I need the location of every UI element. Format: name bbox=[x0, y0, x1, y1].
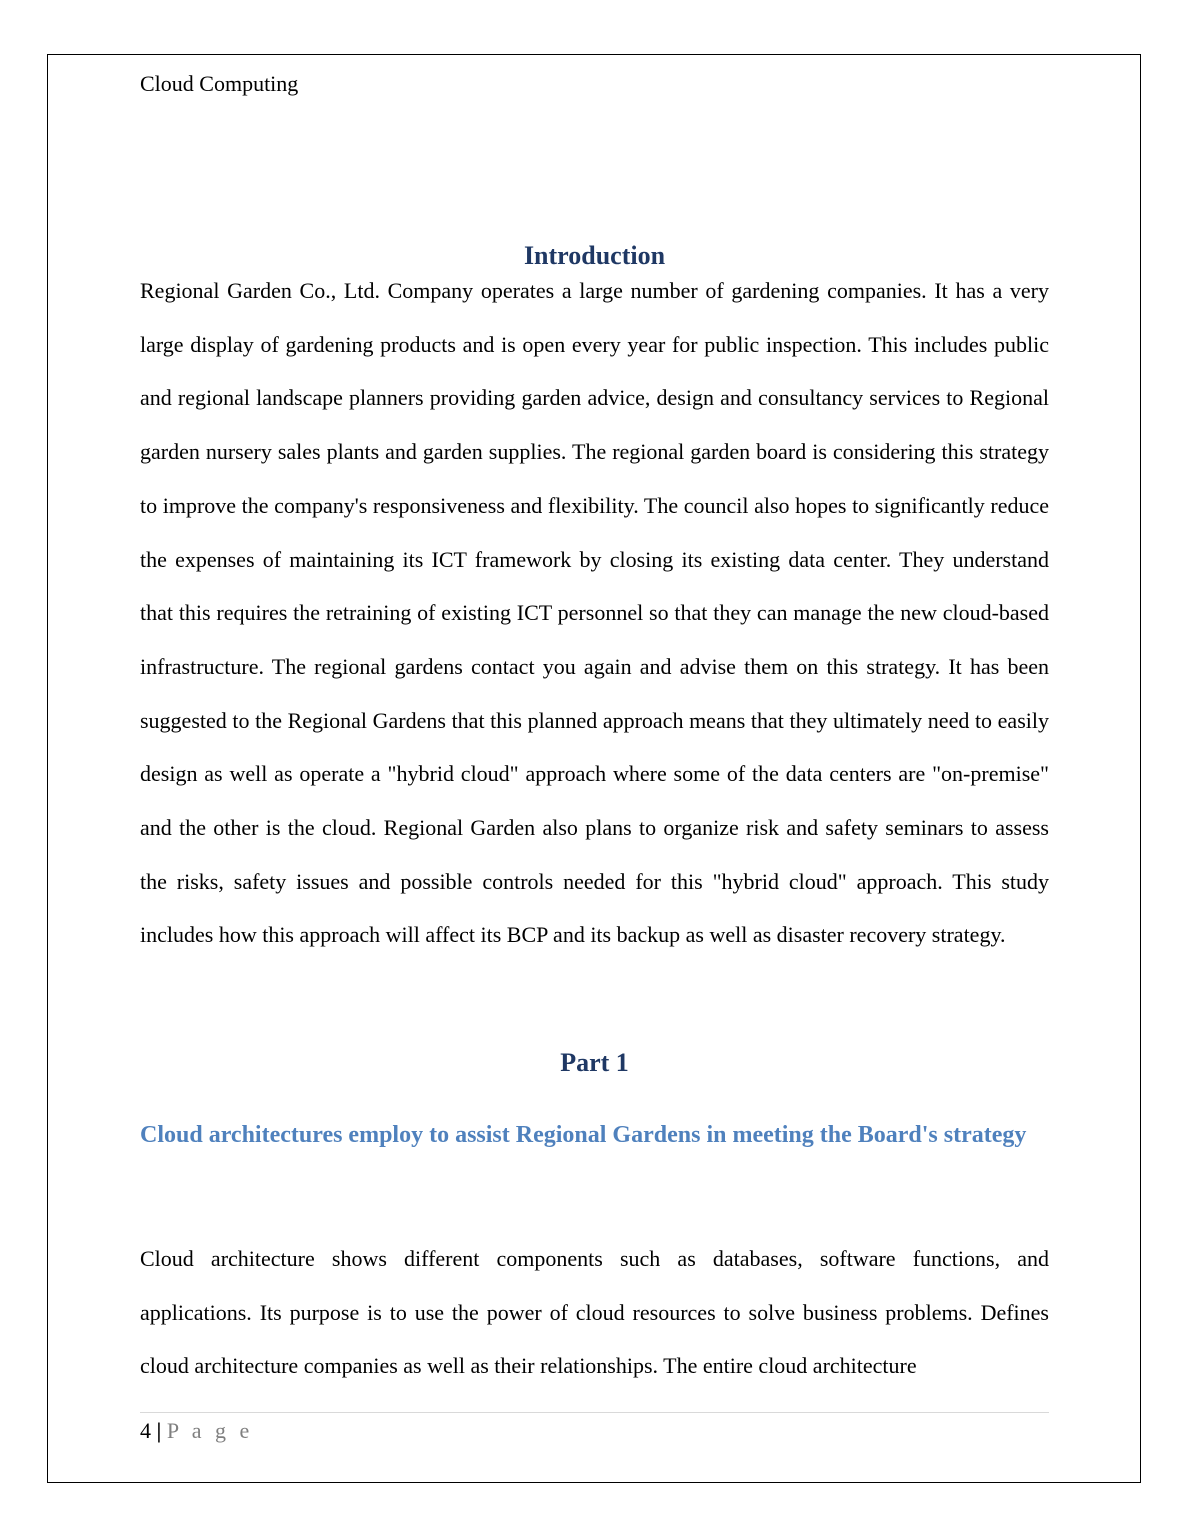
page-footer bbox=[140, 1417, 253, 1445]
introduction-heading: Introduction bbox=[523, 241, 666, 270]
page-number: 4 bbox=[140, 1418, 151, 1443]
page-separator: | bbox=[156, 1418, 162, 1443]
footer-divider bbox=[140, 1412, 1049, 1413]
introduction-paragraph: Regional Garden Co., Ltd. Company operates a large number of gardening companies. It has a very large display of gardening products and is open every year for public inspection. This includes public and regional landscape planners providing garden advice, design and consultancy services to Regional garden nursery sales plants and garden supplies. The regional garden board is considering this strategy to improve the company's responsiveness and flexibility. The council also hopes to significantly reduce the expenses of maintaining its ICT framework by closing its existing data center. They understand that this requires the retraining of existing ICT personnel so that they can manage the new cloud-based infrastructure. The regional gardens contact you again and advise them on this strategy. It has been suggested to the Regional Gardens that this planned approach means that they ultimately need to easily design as well as operate a "hybrid cloud" approach where some of the data centers are "on-premise" and the other is the cloud. Regional Garden also plans to organize risk and safety seminars to assess the risks, safety issues and possible controls needed for this "hybrid cloud" approach. This study includes how this approach will affect its BCP and its backup as well as disaster recovery strategy. bbox=[140, 278, 1049, 948]
part-1-heading: Part 1 bbox=[560, 1048, 629, 1077]
page-label: P a g e bbox=[166, 1418, 254, 1443]
cloud-architecture-paragraph: Cloud architecture shows different components such as databases, software functions, and applications. Its purpose is to use the power of cloud resources to solve business problems. Defines cloud architecture companies as well as their relationships. The entire cloud architecture bbox=[140, 1246, 1049, 1379]
cloud-architecture-subheading: Cloud architectures employ to assist Regional Gardens in meeting the Board's strategy bbox=[140, 1122, 1027, 1148]
running-header: Cloud Computing bbox=[140, 71, 299, 96]
